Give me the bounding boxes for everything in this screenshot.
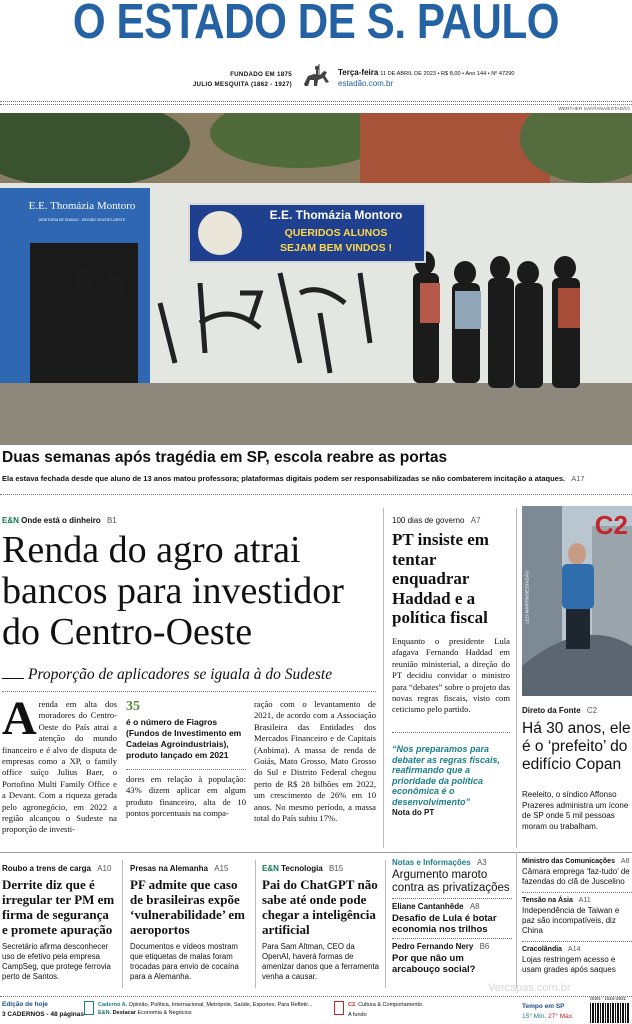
- school-scene-image: [0, 113, 632, 445]
- lead-subhead: [2, 474, 585, 483]
- col-divider-f: [516, 852, 517, 988]
- notes-divider-2: [392, 938, 512, 939]
- pt-quote: “Nos preparamos para debater as regras fiscais, reafirmando que a prioridade da política econômica é o desenvolvimento”: [392, 744, 501, 807]
- welcome-banner: [188, 203, 426, 263]
- notes-header-text: Notas e Informações: [392, 858, 471, 867]
- masthead: [0, 0, 632, 100]
- website-link[interactable]: estadão.com.br: [338, 79, 394, 88]
- c2-photo: [522, 506, 632, 696]
- section-divider: [0, 494, 632, 495]
- footer-c2-text2: A fundo: [348, 1012, 367, 1018]
- main-body-2: dores em relação à população: 43% dizem aplicar em algum produto financeiro, alta de 10 pontos porcentuais na compa-: [126, 774, 246, 819]
- masthead-divider: [0, 101, 632, 102]
- bottom-1-kicker-text: Roubo a trens de carga: [2, 864, 91, 873]
- horseman-logo-icon: [300, 62, 334, 90]
- barcode-icon: [590, 1003, 630, 1023]
- school-sign: [28, 188, 136, 240]
- footer-caderno-a-text: Opinião, Política, Internacional, Metrópole, Saúde, Esportes, Para Refletir...: [128, 1002, 313, 1008]
- pt-kicker: [392, 516, 481, 525]
- bottom-story-2: [130, 864, 250, 982]
- footer-edition: [2, 1000, 84, 1020]
- footer-c2: [348, 1000, 424, 1020]
- c2-photo-credit: LEO MARTINS/ESTADÃO: [524, 570, 530, 624]
- notes-divider-1: [392, 898, 512, 899]
- fact-divider: [126, 769, 246, 770]
- lead-subhead-text: Ela estava fechada desde que aluno de 13 anos matou professora; plataformas digitais podem ser responsabilizadas se não combaterem incitação a ataques.: [2, 474, 566, 483]
- bottom-3-headline[interactable]: Pai do ChatGPT não sabe até onde pode chegar a inteligência artificial: [262, 877, 378, 937]
- col-divider-b: [516, 508, 517, 848]
- brief-3-kicker: [522, 946, 632, 953]
- notes-author-2: [392, 942, 512, 951]
- notes-page-ref[interactable]: A3: [476, 858, 487, 867]
- lead-headline[interactable]: Duas semanas após tragédia em SP, escola reabre as portas: [2, 449, 448, 466]
- main-col-2: [126, 699, 246, 820]
- bottom-1-body: Secretário afirma desconhecer uso de efetivo pela empresa CampSeg, que protege ferrovia perto de Santos.: [2, 942, 111, 981]
- bottom-3-body: Para Sam Altman, CEO da OpenAI, haverá formas de amenizar danos que a ferramenta venha a causar.: [262, 942, 380, 981]
- notes-author-2-name: Pedro Fernando Nery: [392, 942, 474, 951]
- footer-weather-min: 15° Mín.: [522, 1013, 547, 1020]
- main-section: Onde está o dinheiro: [21, 516, 101, 525]
- caderno-a-icon: [84, 1001, 94, 1015]
- pt-body: Enquanto o presidente Lula afagava Fernando Haddad em reunião ministerial, a direção do PT decidiu convidar o ministro para “debates” sobre o projeto das novas regras fiscais, visto com ceticismo pelo partido.: [392, 636, 510, 715]
- brief-3-page-ref[interactable]: A14: [568, 946, 581, 953]
- lead-photo: [0, 113, 632, 445]
- bottom-story-1: [2, 864, 117, 982]
- masthead-divider-2: [0, 104, 632, 105]
- notes-author-1-page[interactable]: A8: [469, 902, 480, 911]
- brief-3-kicker-text: Cracolândia: [522, 946, 563, 953]
- footer-en: [98, 1010, 192, 1016]
- bottom-3-kicker-text: Tecnologia: [281, 864, 323, 873]
- brief-1-kicker-text: Ministro das Comunicações: [522, 858, 615, 865]
- c2-logo: C2: [594, 510, 628, 540]
- main-col-1: [2, 692, 117, 836]
- c2-body: Reeleito, o síndico Affonso Prazeres administra um ícone de SP onde 5 mil pessoas moram ou trabalham.: [522, 790, 629, 831]
- footer-divider: [0, 996, 632, 997]
- pt-kicker-text: 100 dias de governo: [392, 516, 465, 525]
- deck-rule: [2, 678, 24, 679]
- brief-divider-2: [522, 941, 632, 942]
- footer-weather-max: 27° Máx.: [548, 1013, 574, 1020]
- brief-2-text[interactable]: Independência de Taiwan e paz são incompatíveis, diz China: [522, 906, 620, 935]
- school-sign-sub: DIRETORIA DE ENSINO - REGIÃO CENTRO-OESTE: [38, 218, 126, 222]
- brief-3-text[interactable]: Lojas restringem acesso e usam grades após saques: [522, 955, 616, 974]
- bottom-2-headline[interactable]: PF admite que caso de brasileiras expõe ‘vulnerabilidade’ em aeroportos: [130, 877, 245, 937]
- brief-2-kicker: [522, 897, 632, 904]
- col-divider-d: [255, 860, 256, 988]
- date-details: 11 DE ABRIL DE 2023 • R$ 8,00 • Ano 144 • Nº 47290: [380, 71, 515, 77]
- c2-kicker-text: Direto da Fonte: [522, 706, 581, 715]
- brief-1-page-ref[interactable]: A8: [620, 858, 630, 865]
- founder-line: JULIO MESQUITA (1862 - 1927): [192, 81, 292, 88]
- footer-edition-label: Edição de hoje: [2, 1001, 48, 1008]
- footer-en-destacar: Destacar: [112, 1010, 136, 1016]
- pt-page-ref[interactable]: A7: [470, 516, 481, 525]
- footer-c2-text: Cultura & Comportamento.: [358, 1002, 424, 1008]
- notes-item-3[interactable]: Por que não um arcabouço social?: [392, 953, 476, 975]
- notes-item-2[interactable]: Desafio de Lula é botar economia nos trilhos: [392, 913, 497, 935]
- main-body-1: renda em alta dos moradores do Centro-Oeste do País atrai a atenção do mundo financeiro e é alvo de disputa de empresas como a XP, o family office suíço Julius Baer, o Portofino Multi Family Office e a Devant. Com a riqueza gerada pelo agronegócio, em 2022 a região alcançou o Sudeste na proporção de investi-: [2, 699, 117, 835]
- fact-number: 35: [126, 699, 140, 714]
- bottom-2-body: Documentos e vídeos mostram que etiquetas de malas foram trocadas para envio de cocaína para a Alemanha.: [130, 942, 239, 981]
- main-page-ref[interactable]: B1: [106, 516, 117, 525]
- banner-school-name: E.E. Thomázia Montoro: [269, 208, 403, 222]
- bottom-3-kicker: [262, 864, 380, 873]
- bottom-3-page-ref[interactable]: B15: [329, 864, 344, 873]
- brief-2-page-ref[interactable]: A11: [578, 897, 591, 904]
- pt-quote-source: Nota do PT: [392, 808, 435, 817]
- briefs-block: [522, 858, 632, 975]
- bottom-3-en-logo: E&N: [262, 864, 279, 873]
- notes-author-1: [392, 902, 512, 911]
- bottom-1-headline[interactable]: Derrite diz que é irregular ter PM em firma de segurança e promete apuração: [2, 877, 115, 937]
- fact-text: é o número de Fiagros (Fundos de Investimento em Cadeias Agroindustriais), produto lançado em 2021: [126, 717, 242, 760]
- c2-headline[interactable]: Há 30 anos, ele é o ‘prefeito’ do edifício Copan: [522, 720, 631, 773]
- lead-page-ref[interactable]: A17: [571, 474, 585, 483]
- main-col-3: [254, 699, 376, 824]
- pt-divider: [392, 732, 510, 733]
- footer-c2-label: C2.: [348, 1002, 357, 1008]
- banner-line-1: QUERIDOS ALUNOS: [284, 227, 388, 239]
- photo-credit: WERTHER SANTANA/ESTADÃO: [558, 107, 630, 112]
- footer-caderno-a-label: Caderno A.: [98, 1002, 128, 1008]
- notes-author-2-page[interactable]: B6: [479, 942, 490, 951]
- col-divider-a: [383, 508, 384, 848]
- footer-watermark: Vercapas.com.br: [488, 982, 571, 994]
- bottom-section-rule: [0, 852, 632, 853]
- c2-page-ref[interactable]: C2: [586, 706, 598, 715]
- en-logo: E&N: [2, 516, 19, 525]
- footer-weather: [522, 1002, 574, 1022]
- brief-2-kicker-text: Tensão na Ásia: [522, 897, 573, 904]
- bottom-1-kicker: [2, 864, 117, 873]
- bottom-story-3: [262, 864, 380, 982]
- bottom-1-page-ref[interactable]: A10: [97, 864, 112, 873]
- dropcap: A: [2, 692, 37, 745]
- school-sign-name: E.E. Thomázia Montoro: [28, 200, 136, 212]
- banner-line-2: SEJAM BEM VINDOS !: [279, 242, 392, 254]
- footer-issn: ISSN - 1516-2931: [590, 996, 627, 1001]
- pt-headline[interactable]: PT insiste em tentar enquadrar Haddad e a política fiscal: [392, 530, 489, 627]
- main-headline[interactable]: Renda do agro atrai bancos para investidor do Centro-Oeste: [2, 529, 344, 653]
- brief-1-kicker: [522, 858, 632, 865]
- newspaper-title: O ESTADO DE S. PAULO: [72, 0, 560, 49]
- main-body-divider: [2, 691, 376, 692]
- footer-en-text: Economia & Negócios: [137, 1010, 192, 1016]
- footer-en-label: E&N.: [98, 1010, 112, 1016]
- c2-kicker: [522, 706, 597, 715]
- main-deck: Proporção de aplicadores se iguala à do Sudeste: [28, 666, 333, 683]
- col-divider-c: [122, 860, 123, 988]
- weekday: Terça-feira: [338, 68, 379, 77]
- brief-divider-1: [522, 892, 632, 893]
- bottom-2-kicker: [130, 864, 250, 873]
- col-divider-e: [385, 860, 386, 988]
- main-kicker: [2, 516, 117, 525]
- date-line: [338, 68, 514, 77]
- bottom-2-kicker-text: Presas na Alemanha: [130, 864, 208, 873]
- brief-1-text[interactable]: Câmara emprega ‘faz-tudo’ de fazendas do clã de Juscelino: [522, 867, 630, 886]
- notes-block: [392, 858, 512, 975]
- notes-author-1-name: Eliane Cantanhêde: [392, 902, 464, 911]
- c2-footer-icon: [334, 1001, 344, 1015]
- footer-sections: 3 CADERNOS - 48 páginas: [2, 1011, 84, 1018]
- founded-line: FUNDADO EM 1875: [230, 71, 292, 78]
- notes-item-1[interactable]: Argumento maroto contra as privatizações: [392, 869, 510, 894]
- footer-weather-label: Tempo em SP: [522, 1003, 565, 1010]
- banner-crest-icon: [198, 211, 242, 255]
- notes-header: [392, 858, 512, 867]
- footer-caderno-a: [98, 1000, 328, 1010]
- main-body-3: ração com o levantamento de 2021, de acordo com a Associação Brasileira das Entidades dos Mercados Financeiro e de Capitais (Anbima). A massa de renda de Goiás, Mato Grosso, Mato Grosso do Sul e Distrito Federal chegou perto de R$ 28 bilhões em 2022, um crescimento de 26% em 10 anos. No mesmo período, a massa total do País subiu 17%.: [254, 699, 376, 824]
- bottom-2-page-ref[interactable]: A15: [214, 864, 229, 873]
